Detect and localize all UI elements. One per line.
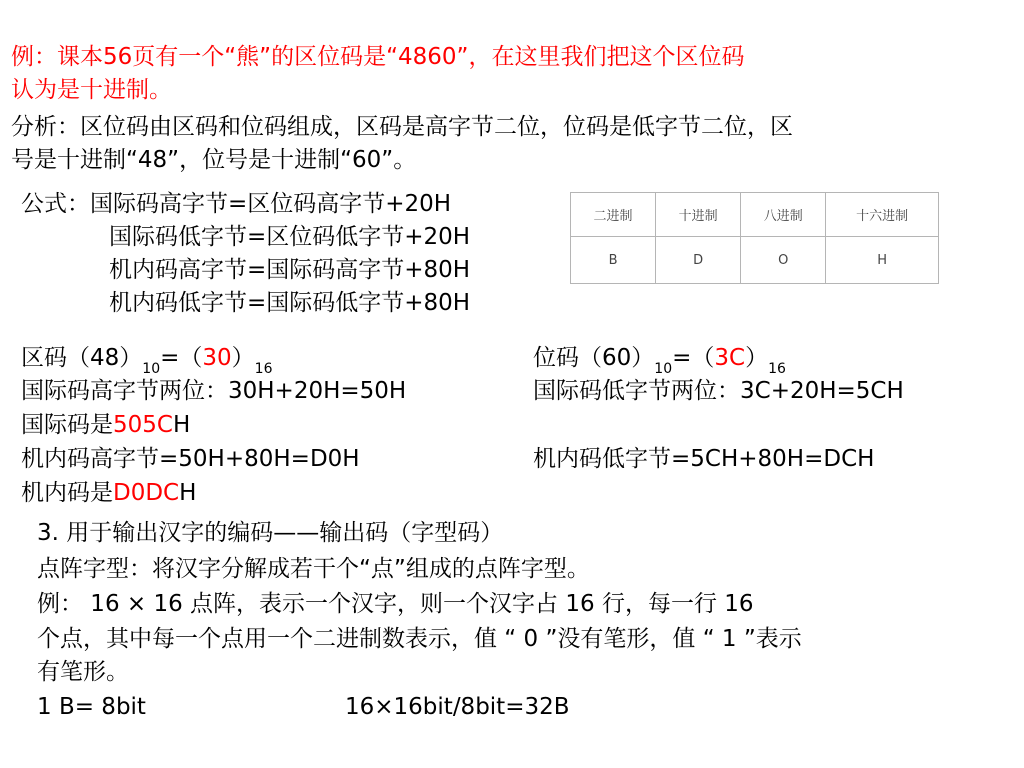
- jinei-high-line: 机内码高字节=50H+80H=D0H: [21, 446, 360, 472]
- table-cell: D: [656, 237, 741, 284]
- guoji-code-line: [21, 409, 190, 441]
- section3-line-2: 点阵字型：将汉字分解成若干个“点”组成的点阵字型。: [37, 556, 590, 582]
- qu-code-sub10: 10: [142, 361, 161, 377]
- table-cell: O: [741, 237, 826, 284]
- table-header-row: [571, 193, 939, 237]
- example-line-2: 认为是十进制。: [11, 77, 172, 103]
- formula-1: 国际码高字节=区位码高字节+20H: [90, 191, 452, 217]
- wei-code-value: 3C: [714, 345, 746, 371]
- guoji-high-line: 国际码高字节两位：30H+20H=50H: [21, 378, 407, 404]
- guoji-code-value: 505C: [113, 412, 173, 438]
- table-header-cell: 十六进制: [826, 193, 939, 237]
- guoji-code-prefix: 国际码是: [21, 412, 113, 438]
- formula-line-1: [21, 188, 451, 221]
- table-header-cell: 二进制: [571, 193, 656, 237]
- analysis-line-2: 号是十进制“48”，位号是十进制“60”。: [11, 147, 417, 173]
- section3-line-6b: 16×16bit/8bit=32B: [345, 694, 570, 720]
- guoji-code-suffix: H: [172, 412, 191, 438]
- table-cell: B: [571, 237, 656, 284]
- section3-line-5: 有笔形。: [37, 659, 129, 685]
- wei-code-sub16: 16: [768, 361, 786, 377]
- section3-line-1: 3. 用于输出汉字的编码——输出码（字型码）: [37, 520, 504, 546]
- formula-label: 公式：: [21, 191, 90, 217]
- jinei-code-prefix: 机内码是: [21, 480, 113, 506]
- wei-code-prefix: 位码（60）: [533, 345, 655, 371]
- example-line-1: 例：课本56页有一个“熊”的区位码是“4860”，在这里我们把这个区位码: [11, 44, 745, 70]
- analysis-line-1: 分析：区位码由区码和位码组成，区码是高字节二位，位码是低字节二位，区: [11, 114, 793, 140]
- jinei-low-line: 机内码低字节=5CH+80H=DCH: [533, 446, 875, 472]
- qu-code-value: 30: [202, 345, 232, 371]
- table-row: [571, 237, 939, 284]
- wei-code-sub10: 10: [654, 361, 673, 377]
- qu-code-close: ）: [231, 345, 255, 371]
- formula-2: 国际码低字节=区位码低字节+20H: [109, 224, 471, 250]
- qu-code-eq: =（: [160, 345, 203, 371]
- jinei-code-line: [21, 477, 196, 509]
- table-cell: H: [826, 237, 939, 284]
- section3-line-3: 例： 16 × 16 点阵，表示一个汉字，则一个汉字占 16 行，每一行 16: [37, 591, 754, 617]
- jinei-code-suffix: H: [179, 480, 197, 506]
- number-base-table: [570, 192, 939, 284]
- wei-code-eq: =（: [672, 345, 715, 371]
- formula-3: 机内码高字节=国际码高字节+80H: [109, 257, 471, 283]
- qu-code-prefix: 区码（48）: [21, 345, 143, 371]
- guoji-low-line: 国际码低字节两位：3C+20H=5CH: [533, 378, 904, 404]
- table-header-cell: 十进制: [656, 193, 741, 237]
- section3-line-6a: 1 B= 8bit: [37, 694, 146, 720]
- jinei-code-value: D0DC: [113, 480, 180, 506]
- qu-code-sub16: 16: [254, 361, 273, 377]
- section3-line-4: 个点，其中每一个点用一个二进制数表示，值 “ 0 ”没有笔形，值 “ 1 ”表示: [37, 626, 802, 652]
- formula-4: 机内码低字节=国际码低字节+80H: [109, 290, 471, 316]
- wei-code-close: ）: [745, 345, 769, 371]
- table-header-cell: 八进制: [741, 193, 826, 237]
